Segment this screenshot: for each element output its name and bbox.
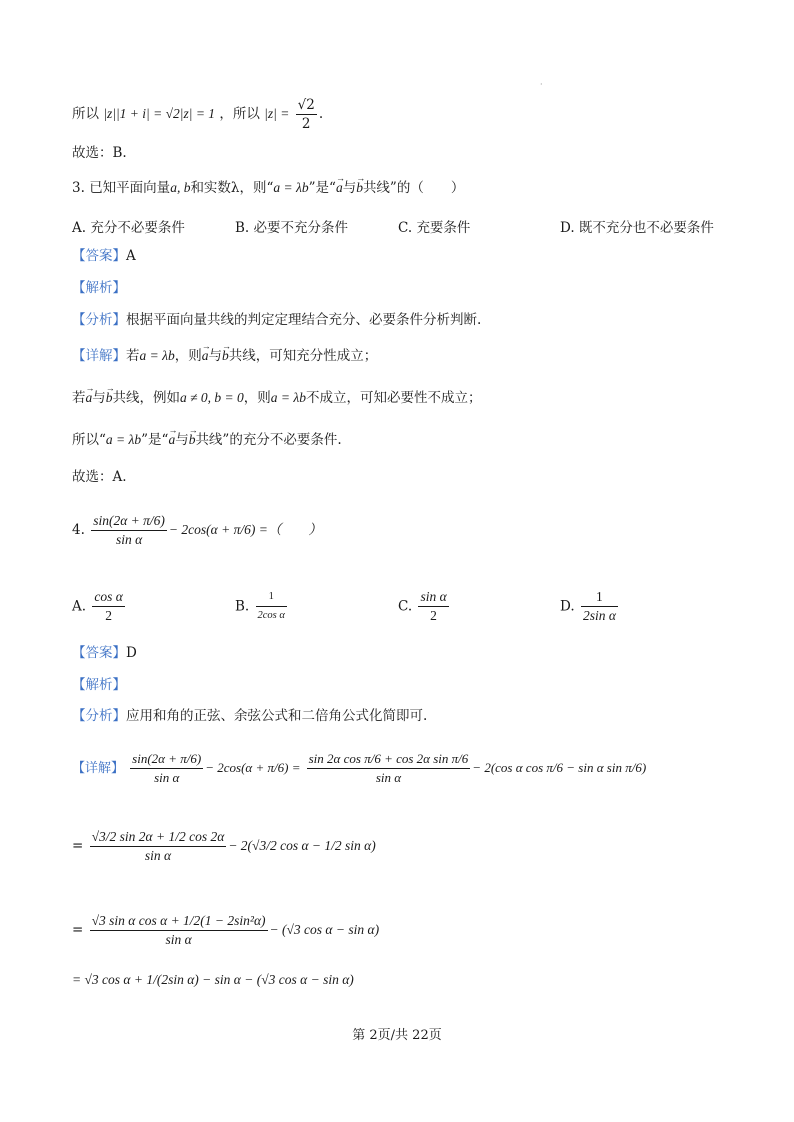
derivation-step-3: = $\frac{\text{√3 sin α cos α + 1/2(1 − 2sin²α)}}{\text{sin α}}$ − (√3 cos α − sin α): [72, 913, 380, 947]
derivation-step-2: = $\frac{√3/2 \sin 2\alpha + 1/2 \cos 2\alpha}{\text{sin α}}$ − 2(√3/2 cos α − 1/2 sin α): [72, 829, 376, 863]
modulus-equation: |z||1 + i| = √2|z| = 1: [103, 106, 216, 121]
result-line: 所以 |z||1 + i| = √2|z| = 1 ，所以 |z| = $\frac{√2}{2}$ .: [72, 97, 324, 132]
answer-line: 【答案】D: [72, 645, 137, 661]
detail-line-2: 若→ a与→ b共线，例如a ≠ 0, b = 0，则a = λb不成立，可知必要性不成立；: [72, 388, 482, 408]
option-a: A. $\frac{\text{cos α}}{2}$: [72, 589, 123, 623]
stem-fraction: $\frac{\sin(2\alpha + \pi/6)}{\text{sin α}}$: [93, 513, 165, 547]
option-b: B. 必要不充分条件: [235, 220, 349, 236]
analysis-line: 【分析】根据平面向量共线的判定定理结合充分、必要条件分析判断.: [72, 312, 482, 328]
sqrt2-over-2: $\frac{√2}{2}$: [297, 97, 315, 132]
analysis-heading: 【解析】: [72, 677, 126, 693]
option-c: C. $\frac{\text{sin α}}{2}$: [398, 589, 447, 623]
option-a: A. 充分不必要条件: [72, 220, 185, 236]
derivation-step-1: 【详解】 $\frac{\sin(2\alpha + \pi/6)}{\text{sin α}}$ − 2cos(α + π/6) = $\frac{\text{sin 2α cos π/6 + cos 2α sin π/6}}{\text{sin α}}$ − 2(cos α cos π/6 − sin α sin π/6): [72, 751, 647, 785]
question-4-stem: 4. $\frac{\sin(2\alpha + \pi/6)}{\text{sin α}}$ − 2cos(α + π/6) =（ ）: [72, 513, 322, 547]
detail-line-3: 所以“a = λb”是“→ a与→ b共线”的充分不必要条件.: [72, 430, 342, 450]
option-c: C. 充要条件: [398, 220, 471, 236]
derivation-step-4: = √3 cos α + 1/(2sin α) − sin α − (√3 cos α − sin α): [72, 972, 354, 987]
choice-line: 故选：B.: [72, 145, 127, 161]
option-d: D. 既不充分也不必要条件: [560, 220, 714, 236]
answer-line: 【答案】A: [72, 248, 136, 264]
option-d: D. $\frac{1}{\text{2sin α}}$: [560, 589, 616, 623]
scan-mark: ·: [540, 80, 543, 89]
page-footer: 第 2页/共 22页: [352, 1028, 442, 1043]
option-b: B. $\frac{1}{\text{2cos α}}$: [235, 588, 289, 625]
vector-vars: a, b: [170, 180, 191, 195]
analysis-line: 【分析】应用和角的正弦、余弦公式和二倍角公式化简即可.: [72, 708, 428, 724]
choice-line: 故选：A.: [72, 469, 127, 485]
detail-line-1: 【详解】若a = λb，则→ a与→ b共线，可知充分性成立；: [72, 346, 377, 366]
question-3-stem: 3. 已知平面向量a, b和实数λ，则“a = λb”是“→ a与→ b共线”的（ ）: [72, 178, 464, 198]
condition-eq: a = λb: [273, 180, 309, 195]
analysis-heading: 【解析】: [72, 280, 126, 296]
